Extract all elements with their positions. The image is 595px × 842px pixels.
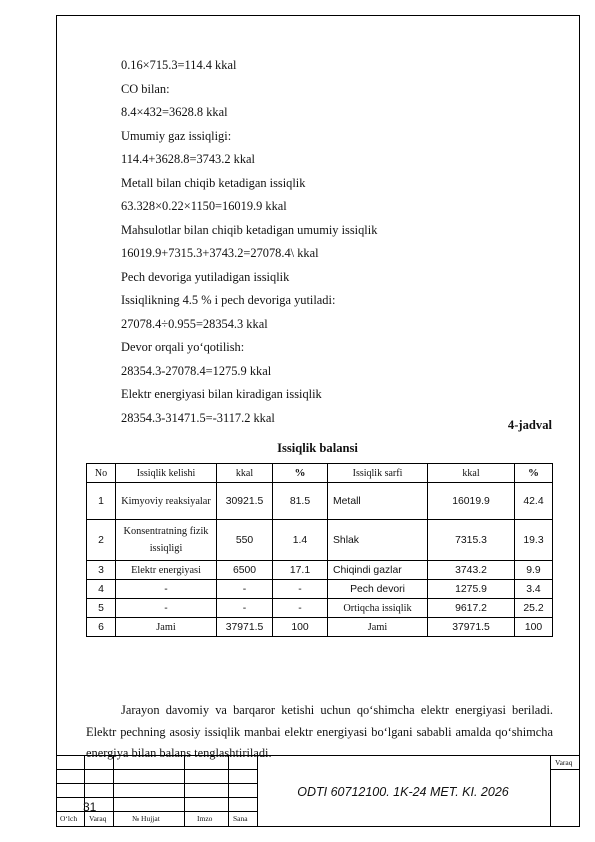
cell: 37971.5 — [217, 618, 273, 637]
calc-line: 27078.4÷0.955=28354.3 kkal — [121, 316, 268, 331]
cell: 1275.9 — [428, 580, 515, 599]
divider — [228, 755, 229, 826]
header-heat-input: Issiqlik kelishi — [116, 464, 217, 483]
table-header-row — [87, 464, 553, 483]
cell: - — [217, 580, 273, 599]
title-block — [57, 755, 579, 826]
cell: 4 — [87, 580, 116, 599]
cell: Ortiqcha issiqlik — [328, 599, 428, 618]
cell: 81.5 — [273, 483, 328, 520]
cell: Elektr energiyasi — [116, 561, 217, 580]
cell: 25.2 — [515, 599, 553, 618]
cell: 2 — [87, 520, 116, 561]
cell: Metall — [328, 483, 428, 520]
calc-line: Issiqlikning 4.5 % i pech devoriga yutiladi: — [121, 293, 336, 307]
sheet-label: Varaq — [555, 758, 573, 767]
table-row — [87, 561, 553, 580]
calc-line: CO bilan: — [121, 81, 170, 96]
cell: - — [116, 599, 217, 618]
divider — [550, 769, 579, 770]
cell: 550 — [217, 520, 273, 561]
col-label-imzo: Imzo — [197, 814, 213, 823]
table-caption: 4-jadval — [507, 418, 552, 432]
cell: Jami — [116, 618, 217, 637]
cell: - — [273, 580, 328, 599]
calc-line: Metall bilan chiqib ketadigan issiqlik — [121, 175, 306, 190]
table-row — [87, 599, 553, 618]
cell: 1.4 — [273, 520, 328, 561]
cell: 100 — [273, 618, 328, 637]
divider — [57, 769, 257, 770]
col-label-olch: O‘lch — [60, 814, 78, 823]
divider — [57, 797, 257, 798]
calc-line: Umumiy gaz issiqligi: — [121, 128, 232, 143]
divider — [84, 755, 85, 826]
divider — [550, 755, 551, 826]
calc-line: 16019.9+7315.3+3743.2=27078.4\ kkal — [121, 246, 319, 260]
cell: 19.3 — [515, 520, 553, 561]
calc-line: Mahsulotlar bilan chiqib ketadigan umumiy issiqlik — [121, 222, 378, 237]
cell: Jami — [328, 618, 428, 637]
table-row — [87, 580, 553, 599]
cell: Shlak — [328, 520, 428, 561]
calc-line: 8.4×432=3628.8 kkal — [121, 105, 228, 119]
cell: Pech devori — [328, 580, 428, 599]
cell: 6500 — [217, 561, 273, 580]
table-row — [87, 483, 553, 520]
table-row — [87, 618, 553, 637]
cell: 30921.5 — [217, 483, 273, 520]
calc-line: Devor orqali yo‘qotilish: — [121, 340, 245, 354]
cell: 3.4 — [515, 580, 553, 599]
cell: 100 — [515, 618, 553, 637]
cell: Konsentratning fizik issiqligi — [116, 520, 217, 561]
header-kkal: kkal — [217, 464, 273, 483]
header-kkal: kkal — [428, 464, 515, 483]
cell: 3743.2 — [428, 561, 515, 580]
paragraph-text: Jarayon davomiy va barqaror ketishi uchun qo‘shimcha elektr energiyasi beriladi. Elektr pechning asosiy issiqlik manbai elektr energiyasi bo‘lgani sababli amalda qo‘shimcha energiya bilan balans tenglashtiriladi. — [86, 703, 553, 760]
cell: 17.1 — [273, 561, 328, 580]
divider — [184, 755, 185, 826]
cell: Kimyoviy reaksiyalar — [116, 483, 217, 520]
col-label-sana: Sana — [233, 814, 248, 823]
table-row — [87, 520, 553, 561]
header-percent: % — [515, 464, 553, 483]
cell: 42.4 — [515, 483, 553, 520]
calc-line: 0.16×715.3=114.4 kkal — [121, 58, 237, 72]
cell: - — [273, 599, 328, 618]
divider — [57, 783, 257, 784]
heat-balance-table — [86, 463, 553, 637]
col-label-varaq: Varaq — [89, 814, 107, 823]
cell: 5 — [87, 599, 116, 618]
cell: 16019.9 — [428, 483, 515, 520]
cell: 6 — [87, 618, 116, 637]
calc-line: 63.328×0.22×1150=16019.9 kkal — [121, 199, 287, 213]
cell: 1 — [87, 483, 116, 520]
sheet-number: 31 — [83, 800, 97, 814]
cell: Chiqindi gazlar — [328, 561, 428, 580]
calc-line: 114.4+3628.8=3743.2 kkal — [121, 152, 255, 166]
col-label-hujjat: № Hujjat — [132, 814, 160, 823]
document-code: ODTI 60712100. 1K-24 MET. KI. 2026 — [297, 785, 509, 799]
divider — [57, 755, 579, 756]
calc-line: 28354.3-27078.4=1275.9 kkal — [121, 363, 272, 378]
calc-line: 28354.3-31471.5=-3117.2 kkal — [121, 410, 275, 425]
cell: 9617.2 — [428, 599, 515, 618]
divider — [113, 755, 114, 826]
table-title: Issiqlik balansi — [277, 441, 358, 455]
cell: 3 — [87, 561, 116, 580]
cell: - — [116, 580, 217, 599]
header-percent: % — [273, 464, 328, 483]
calc-line: Elektr energiyasi bilan kiradigan issiqlik — [121, 387, 322, 401]
cell: 37971.5 — [428, 618, 515, 637]
header-no: No — [87, 464, 116, 483]
calc-line: Pech devoriga yutiladigan issiqlik — [121, 269, 290, 284]
calculation-lines — [121, 54, 561, 430]
cell: 7315.3 — [428, 520, 515, 561]
cell: - — [217, 599, 273, 618]
cell: 9.9 — [515, 561, 553, 580]
header-heat-output: Issiqlik sarfi — [328, 464, 428, 483]
